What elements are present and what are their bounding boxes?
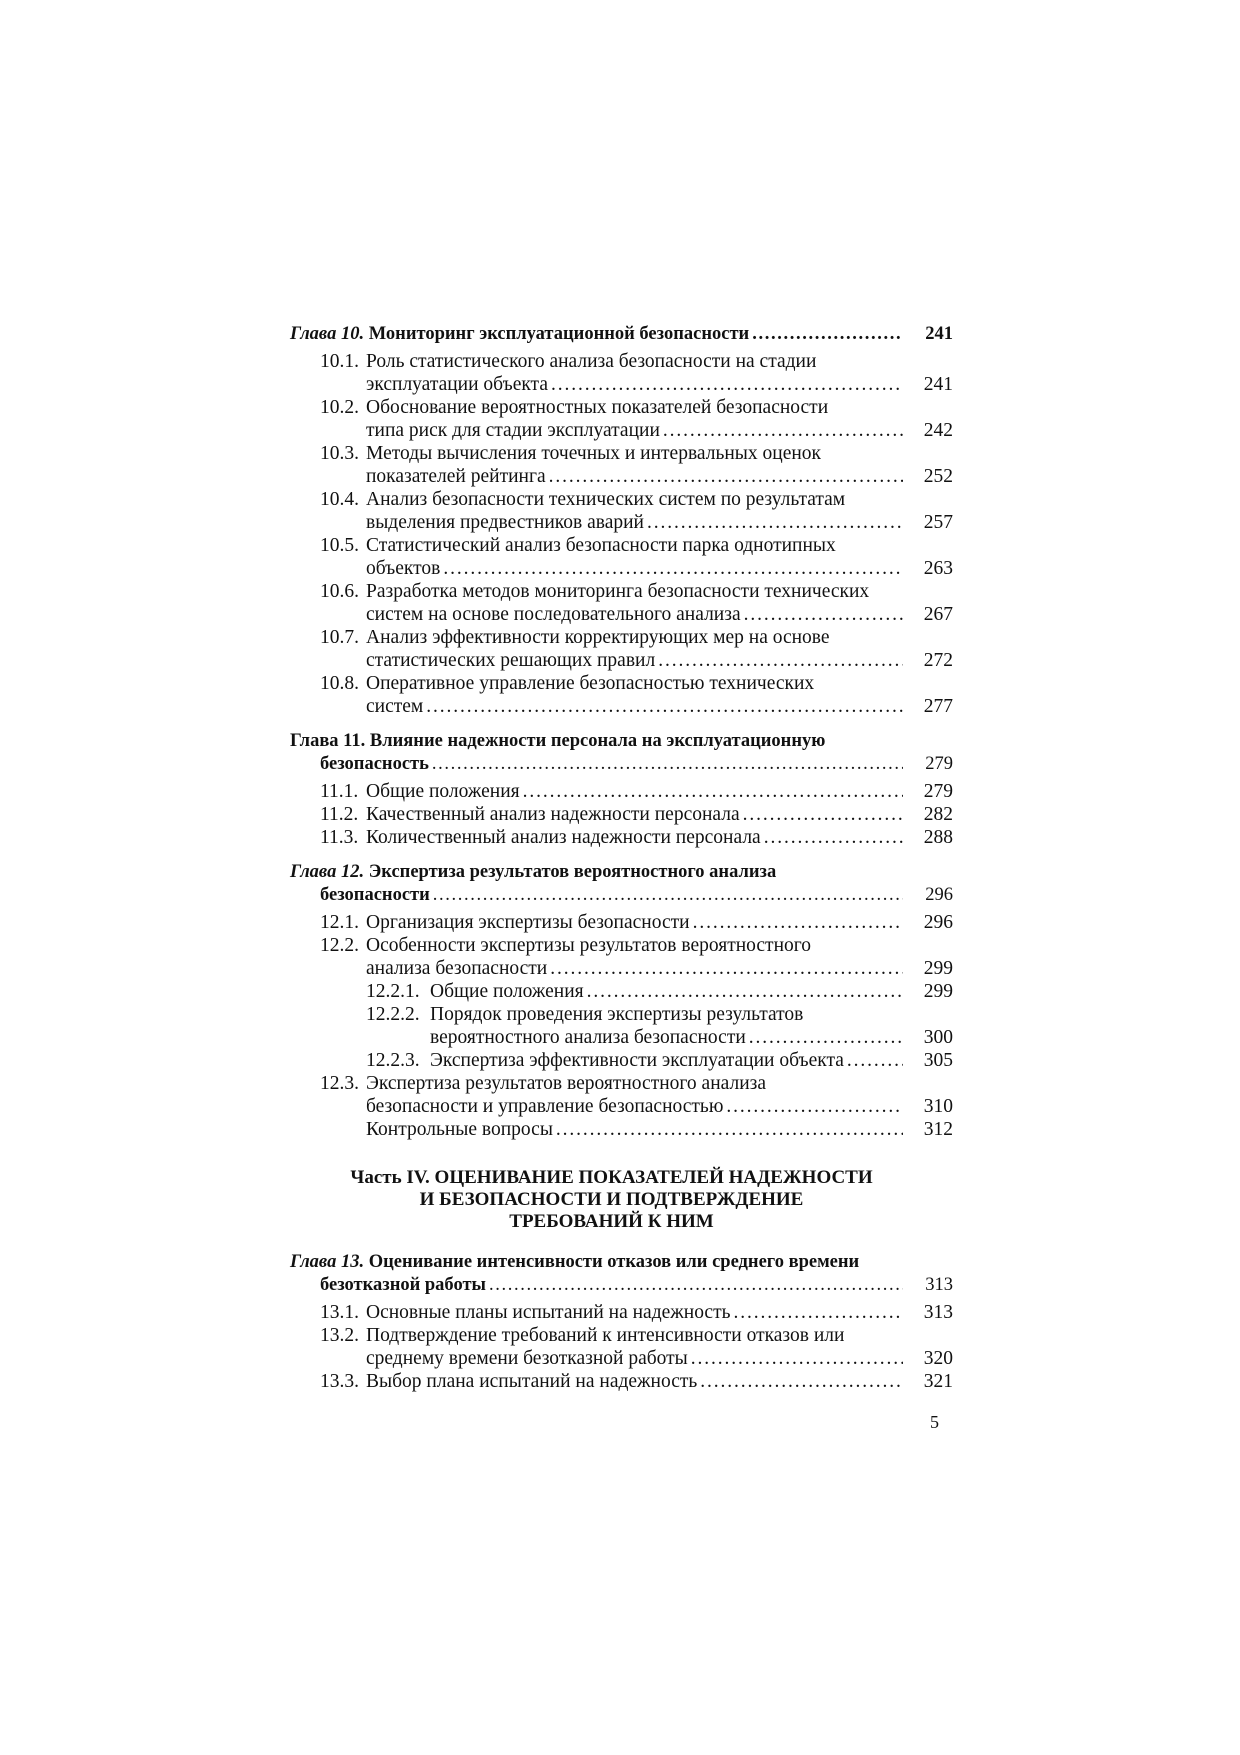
section-title-line: показателей рейтинга: [366, 466, 546, 487]
part-heading-line: ТРЕБОВАНИЙ К НИМ: [509, 1211, 714, 1232]
page-ref: 257: [923, 512, 953, 533]
page-ref: 320: [923, 1348, 953, 1369]
section-title-line: объектов: [366, 558, 441, 579]
dot-leader: [551, 373, 903, 396]
page-ref: 296: [923, 912, 953, 933]
chapter-title-line: Влияние надежности персонала на эксплуатационную: [369, 731, 826, 751]
toc-chapter-11[interactable]: [290, 730, 953, 776]
dot-leader: [749, 1026, 903, 1049]
section-number: 11.3.: [320, 827, 359, 848]
section-title-line: Подтверждение требований к интенсивности отказов или: [366, 1325, 845, 1346]
toc-chapter-10[interactable]: [290, 323, 953, 346]
chapter-label: Глава 13.: [290, 1252, 365, 1272]
section-number: 10.7.: [320, 627, 359, 648]
dot-leader: [489, 1274, 903, 1297]
dot-leader: [691, 1347, 903, 1370]
section-title-line: Анализ эффективности корректирующих мер на основе: [366, 627, 830, 648]
page-ref: 267: [923, 604, 953, 625]
toc-section-13-2[interactable]: [290, 1324, 953, 1370]
subsection-number: 12.2.1.: [366, 981, 420, 1002]
section-number: 12.3.: [320, 1073, 359, 1094]
chapter-title-line: Оценивание интенсивности отказов или среднего времени: [368, 1252, 860, 1272]
page-ref: 242: [923, 420, 953, 441]
page-ref: 296: [925, 885, 953, 905]
page-ref: 279: [923, 781, 953, 802]
page-ref: 272: [923, 650, 953, 671]
section-title-line: безопасности и управление безопасностью: [366, 1096, 724, 1117]
section-title: Контрольные вопросы: [366, 1119, 553, 1140]
dot-leader: [556, 1118, 903, 1141]
section-title-line: Методы вычисления точечных и интервальных оценок: [366, 443, 822, 464]
section-number: 13.2.: [320, 1325, 359, 1346]
section-title-line: Оперативное управление безопасностью технических: [366, 673, 815, 694]
dot-leader: [550, 957, 903, 980]
dot-leader: [432, 753, 903, 776]
section-number: 13.1.: [320, 1302, 359, 1323]
chapter-title-line: безопасности: [320, 885, 430, 905]
toc-section-12-2[interactable]: [290, 934, 953, 980]
toc-section-10-5[interactable]: [290, 534, 953, 580]
page-ref: 241: [923, 374, 953, 395]
toc-section-10-4[interactable]: [290, 488, 953, 534]
section-number: 12.2.: [320, 935, 359, 956]
toc-section-13-3[interactable]: [290, 1370, 953, 1393]
section-title-line: систем на основе последовательного анализа: [366, 604, 741, 625]
page-ref: 282: [923, 804, 953, 825]
page-ref: 313: [923, 1302, 953, 1323]
section-title: Качественный анализ надежности персонала: [366, 804, 740, 825]
page-ref: 321: [923, 1371, 953, 1392]
subsection-number: 12.2.2.: [366, 1004, 420, 1025]
part-heading: [290, 1167, 953, 1233]
dot-leader: [743, 803, 903, 826]
section-title-line: Экспертиза результатов вероятностного анализа: [366, 1073, 766, 1094]
chapter-title-line: Экспертиза результатов вероятностного анализа: [368, 862, 777, 882]
toc-section-12-1[interactable]: [290, 911, 953, 934]
dot-leader: [734, 1301, 903, 1324]
dot-leader: [693, 911, 903, 934]
section-number: 13.3.: [320, 1371, 359, 1392]
part-heading-line: Часть IV. ОЦЕНИВАНИЕ ПОКАЗАТЕЛЕЙ НАДЕЖНОСТИ: [350, 1167, 873, 1188]
toc-section-12-3[interactable]: [290, 1072, 953, 1118]
dot-leader: [658, 649, 903, 672]
dot-leader: [752, 323, 903, 346]
toc-section-10-3[interactable]: [290, 442, 953, 488]
dot-leader: [744, 603, 903, 626]
page-ref: 300: [923, 1027, 953, 1048]
page-ref: 288: [923, 827, 953, 848]
section-title: Количественный анализ надежности персонала: [366, 827, 761, 848]
section-title: Организация экспертизы безопасности: [366, 912, 690, 933]
section-title: Общие положения: [366, 781, 520, 802]
toc-section-10-8[interactable]: [290, 672, 953, 718]
toc-section-10-2[interactable]: [290, 396, 953, 442]
section-title-line: типа риск для стадии эксплуатации: [366, 420, 660, 441]
part-heading-line: И БЕЗОПАСНОСТИ И ПОДТВЕРЖДЕНИЕ: [419, 1189, 804, 1210]
toc-chapter-13[interactable]: [290, 1251, 953, 1297]
section-title-line: статистических решающих правил: [366, 650, 656, 671]
section-title-line: анализа безопасности: [366, 958, 548, 979]
toc-section-10-7[interactable]: [290, 626, 953, 672]
chapter-label: Глава 12.: [290, 862, 365, 882]
toc-subsection-12-2-3[interactable]: [290, 1049, 953, 1072]
dot-leader: [443, 557, 903, 580]
page-ref: 312: [923, 1119, 953, 1140]
page-ref: 252: [923, 466, 953, 487]
page-ref: 263: [923, 558, 953, 579]
section-number: 12.1.: [320, 912, 359, 933]
section-title-line: выделения предвестников аварий: [366, 512, 644, 533]
dot-leader: [523, 780, 903, 803]
subsection-title: Общие положения: [430, 981, 584, 1002]
section-title-line: Анализ безопасности технических систем по результатам: [366, 489, 846, 510]
section-title-line: эксплуатации объекта: [366, 374, 548, 395]
toc-section-11-1[interactable]: [290, 780, 953, 803]
toc-section-13-1[interactable]: [290, 1301, 953, 1324]
page-ref: 305: [923, 1050, 953, 1071]
table-of-contents: [290, 323, 953, 1393]
subsection-title-line: вероятностного анализа безопасности: [430, 1027, 746, 1048]
section-number: 10.4.: [320, 489, 359, 510]
toc-section-10-1[interactable]: [290, 350, 953, 396]
toc-subsection-12-2-2[interactable]: [290, 1003, 953, 1049]
toc-section-10-6[interactable]: [290, 580, 953, 626]
page-ref: 299: [923, 958, 953, 979]
section-number: 10.2.: [320, 397, 359, 418]
section-title: Выбор плана испытаний на надежность: [366, 1371, 698, 1392]
dot-leader: [663, 419, 903, 442]
toc-review-questions[interactable]: [290, 1118, 953, 1141]
page-ref: 241: [925, 324, 953, 344]
section-title-line: Статистический анализ безопасности парка однотипных: [366, 535, 836, 556]
dot-leader: [847, 1049, 903, 1072]
chapter-title-line: безопасность: [320, 754, 429, 774]
dot-leader: [549, 465, 903, 488]
dot-leader: [433, 884, 903, 907]
section-number: 11.2.: [320, 804, 359, 825]
chapter-title: Мониторинг эксплуатационной безопасности: [368, 324, 750, 344]
subsection-title: Экспертиза эффективности эксплуатации объекта: [430, 1050, 844, 1071]
page-ref: 279: [925, 754, 953, 774]
section-title-line: Разработка методов мониторинга безопасности технических: [366, 581, 870, 602]
toc-subsection-12-2-1[interactable]: [290, 980, 953, 1003]
dot-leader: [426, 695, 903, 718]
section-number: 10.3.: [320, 443, 359, 464]
section-number: 10.8.: [320, 673, 359, 694]
subsection-number: 12.2.3.: [366, 1050, 420, 1071]
section-title-line: Особенности экспертизы результатов вероятностного: [366, 935, 812, 956]
dot-leader: [700, 1370, 903, 1393]
page-ref: 299: [923, 981, 953, 1002]
section-number: 10.6.: [320, 581, 359, 602]
dot-leader: [587, 980, 903, 1003]
chapter-label: Глава 10.: [290, 324, 365, 344]
section-number: 10.1.: [320, 351, 359, 372]
dot-leader: [647, 511, 903, 534]
section-title-line: среднему времени безотказной работы: [366, 1348, 688, 1369]
page-number: 5: [930, 1412, 939, 1432]
page-ref: 310: [923, 1096, 953, 1117]
section-title-line: Роль статистического анализа безопасности на стадии: [366, 351, 817, 372]
chapter-label: Глава 11.: [290, 731, 366, 751]
toc-section-11-2[interactable]: [290, 803, 953, 826]
section-number: 11.1.: [320, 781, 359, 802]
page-ref: 313: [925, 1275, 953, 1295]
section-title: Основные планы испытаний на надежность: [366, 1302, 731, 1323]
section-title-line: систем: [366, 696, 424, 717]
toc-chapter-12[interactable]: [290, 861, 953, 907]
section-number: 10.5.: [320, 535, 359, 556]
chapter-title-line: безотказной работы: [320, 1275, 486, 1295]
section-title-line: Обоснование вероятностных показателей безопасности: [366, 397, 829, 418]
dot-leader: [726, 1095, 903, 1118]
subsection-title-line: Порядок проведения экспертизы результатов: [430, 1004, 804, 1025]
page-ref: 277: [923, 696, 953, 717]
toc-section-11-3[interactable]: [290, 826, 953, 849]
dot-leader: [764, 826, 903, 849]
